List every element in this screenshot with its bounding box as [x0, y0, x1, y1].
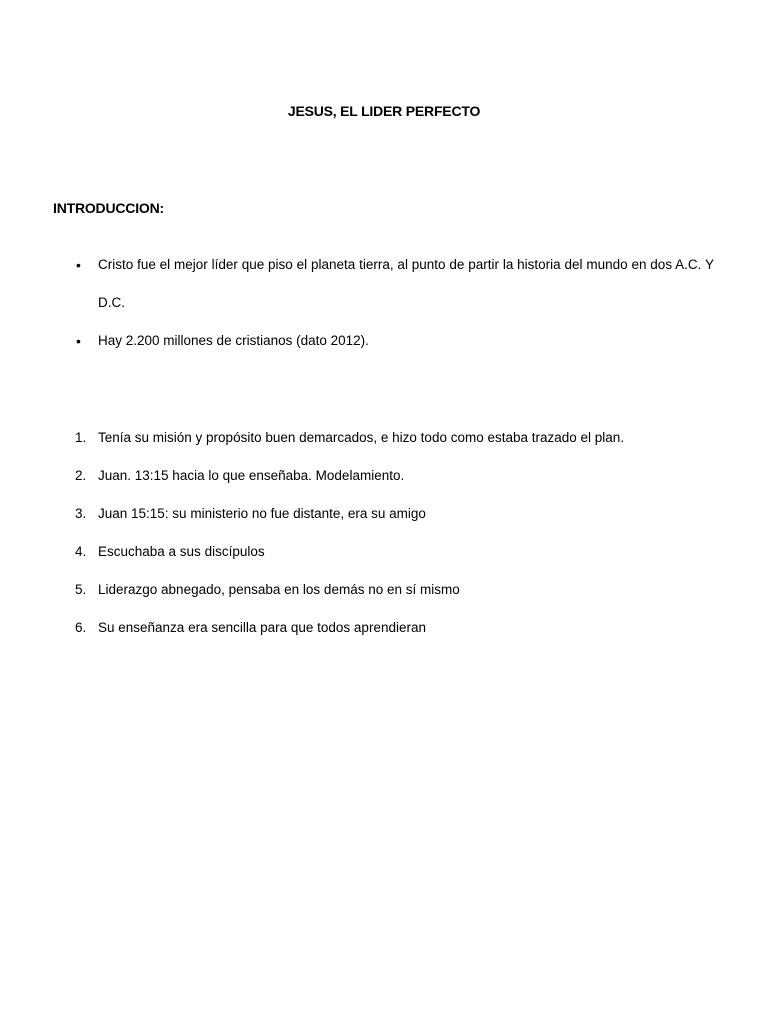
- list-item: [75, 533, 768, 571]
- bullet-text: Hay 2.200 millones de cristianos (dato 2012).: [98, 333, 369, 348]
- bullet-list: [0, 246, 768, 360]
- bullet-item: [76, 322, 714, 360]
- list-number: 1.: [75, 430, 87, 445]
- list-text: Tenía su misión y propósito buen demarcados, e hizo todo como estaba trazado el plan.: [98, 430, 625, 445]
- bullet-icon: •: [76, 257, 81, 273]
- list-number: 2.: [75, 468, 87, 483]
- list-number: 3.: [75, 506, 87, 521]
- list-text: Escuchaba a sus discípulos: [98, 544, 265, 559]
- section-heading: INTRODUCCION:: [53, 200, 164, 216]
- list-item: [75, 571, 768, 609]
- bullet-text: Cristo fue el mejor líder que piso el planeta tierra, al punto de partir la historia del mundo en dos A.C. Y D.C.: [98, 257, 714, 310]
- numbered-list: [0, 419, 768, 647]
- bullet-item: [76, 246, 714, 322]
- list-text: Juan. 13:15 hacia lo que enseñaba. Modelamiento.: [98, 468, 405, 483]
- list-item: [75, 495, 768, 533]
- document-title: JESUS, EL LIDER PERFECTO: [287, 103, 481, 119]
- list-text: Su enseñanza era sencilla para que todos aprendieran: [98, 620, 426, 635]
- list-text: Juan 15:15: su ministerio no fue distante, era su amigo: [98, 506, 426, 521]
- list-number: 5.: [75, 582, 87, 597]
- bullet-icon: •: [76, 333, 81, 349]
- list-item: [75, 457, 768, 495]
- list-number: 4.: [75, 544, 87, 559]
- list-item: [75, 419, 768, 457]
- list-number: 6.: [75, 620, 87, 635]
- list-item: [75, 609, 768, 647]
- list-text: Liderazgo abnegado, pensaba en los demás no en sí mismo: [98, 582, 460, 597]
